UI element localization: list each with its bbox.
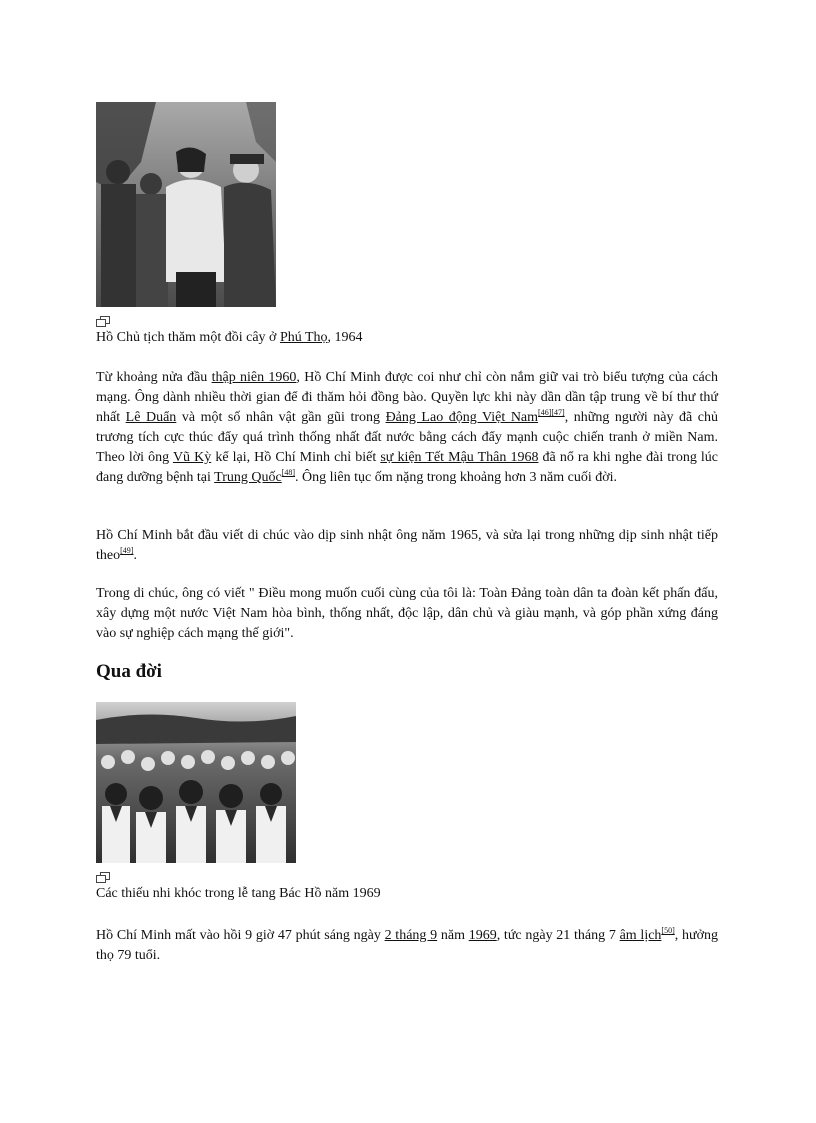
text: kể lại, Hồ Chí Minh chỉ biết bbox=[211, 450, 381, 465]
text: Trong di chúc, ông có viết " Điều mong muốn cuối cùng của tôi là: Toàn Đảng toàn dân ta đoàn kết phấn đấu, xây dựng một nước Việt Nam hòa bình, thống nhất, độc lập, dân chủ và giàu mạnh, và góp phần xứng đáng vào sự nghiệp cách mạng thế giới". bbox=[96, 586, 718, 641]
citation bbox=[538, 408, 565, 417]
link-2-thang-9[interactable]: 2 tháng 9 bbox=[384, 928, 438, 943]
citation bbox=[661, 926, 674, 935]
text: Hồ Chí Minh mất vào hồi 9 giờ 47 phút sáng ngày bbox=[96, 928, 385, 943]
photo-ho-chi-minh-phu-tho bbox=[96, 102, 276, 307]
text: , tức ngày 21 tháng 7 bbox=[496, 928, 620, 943]
citation-48[interactable]: [48] bbox=[281, 468, 296, 477]
photo-children-funeral-1969 bbox=[96, 702, 296, 863]
photo-illustration bbox=[96, 102, 276, 307]
citation-50[interactable]: [50] bbox=[661, 926, 675, 935]
link-vu-ky[interactable]: Vũ Kỳ bbox=[172, 450, 212, 465]
link-am-lich[interactable]: âm lịch bbox=[619, 928, 662, 943]
magnify-icon[interactable] bbox=[96, 316, 110, 327]
link-thap-nien-1960[interactable]: thập niên 1960 bbox=[211, 370, 297, 385]
citation-49[interactable]: [49] bbox=[120, 546, 134, 555]
paragraph-4 bbox=[96, 926, 718, 966]
text: , những người này đã chủ trương tích cực thúc đẩy quá trình thống nhất đất nước bằng cách đẩy mạnh cuộc chiến tranh ở miền Nam. Theo lời ông bbox=[96, 410, 718, 465]
text: năm bbox=[437, 928, 469, 943]
figure2-caption: Các thiếu nhi khóc trong lễ tang Bác Hồ năm 1969 bbox=[96, 886, 381, 901]
link-le-duan[interactable]: Lê Duẩn bbox=[125, 410, 177, 425]
link-tet-mau-than[interactable]: sự kiện Tết Mậu Thân 1968 bbox=[380, 450, 539, 465]
caption-text: , 1964 bbox=[327, 330, 363, 345]
link-trung-quoc[interactable]: Trung Quốc bbox=[214, 470, 282, 485]
text: và một số nhân vật gần gũi trong bbox=[176, 410, 386, 425]
citation-47[interactable]: [47] bbox=[551, 408, 565, 417]
caption-text: Hồ Chủ tịch thăm một đồi cây ở bbox=[96, 330, 280, 345]
paragraph-2 bbox=[96, 526, 718, 566]
paragraph-3 bbox=[96, 584, 718, 644]
citation bbox=[120, 546, 133, 555]
section-heading: Qua đời bbox=[96, 661, 162, 682]
text: Từ khoảng nửa đầu bbox=[96, 370, 212, 385]
link-dang-lao-dong[interactable]: Đảng Lao động Việt Nam bbox=[385, 410, 539, 425]
photo-illustration bbox=[96, 702, 296, 863]
text: , Hồ Chí Minh được coi như chỉ còn nắm giữ vai trò biểu tượng của cách mạng. Ông dành nhiều thời gian để đi thăm hỏi đồng bào. Quyền lực khi này dần dần tập trung về bí thư thứ nhất bbox=[96, 370, 718, 425]
magnify-icon[interactable] bbox=[96, 872, 110, 883]
text: . bbox=[133, 548, 137, 563]
link-phu-tho[interactable]: Phú Thọ bbox=[279, 330, 328, 345]
text: đã nổ ra khi nghe đài trong lúc đang dưỡng bệnh tại bbox=[96, 450, 719, 485]
text: Hồ Chí Minh bắt đầu viết di chúc vào dịp sinh nhật ông năm 1965, và sửa lại trong những dịp sinh nhật tiếp theo bbox=[96, 528, 718, 563]
text: , hưởng thọ 79 tuổi. bbox=[96, 928, 718, 963]
text: . Ông liên tục ốm nặng trong khoảng hơn 3 năm cuối đời. bbox=[295, 470, 618, 485]
link-1969[interactable]: 1969 bbox=[468, 928, 497, 943]
paragraph-1 bbox=[96, 368, 718, 488]
citation-46[interactable]: [46] bbox=[538, 408, 552, 417]
figure1-caption bbox=[96, 328, 718, 348]
citation bbox=[282, 468, 295, 477]
